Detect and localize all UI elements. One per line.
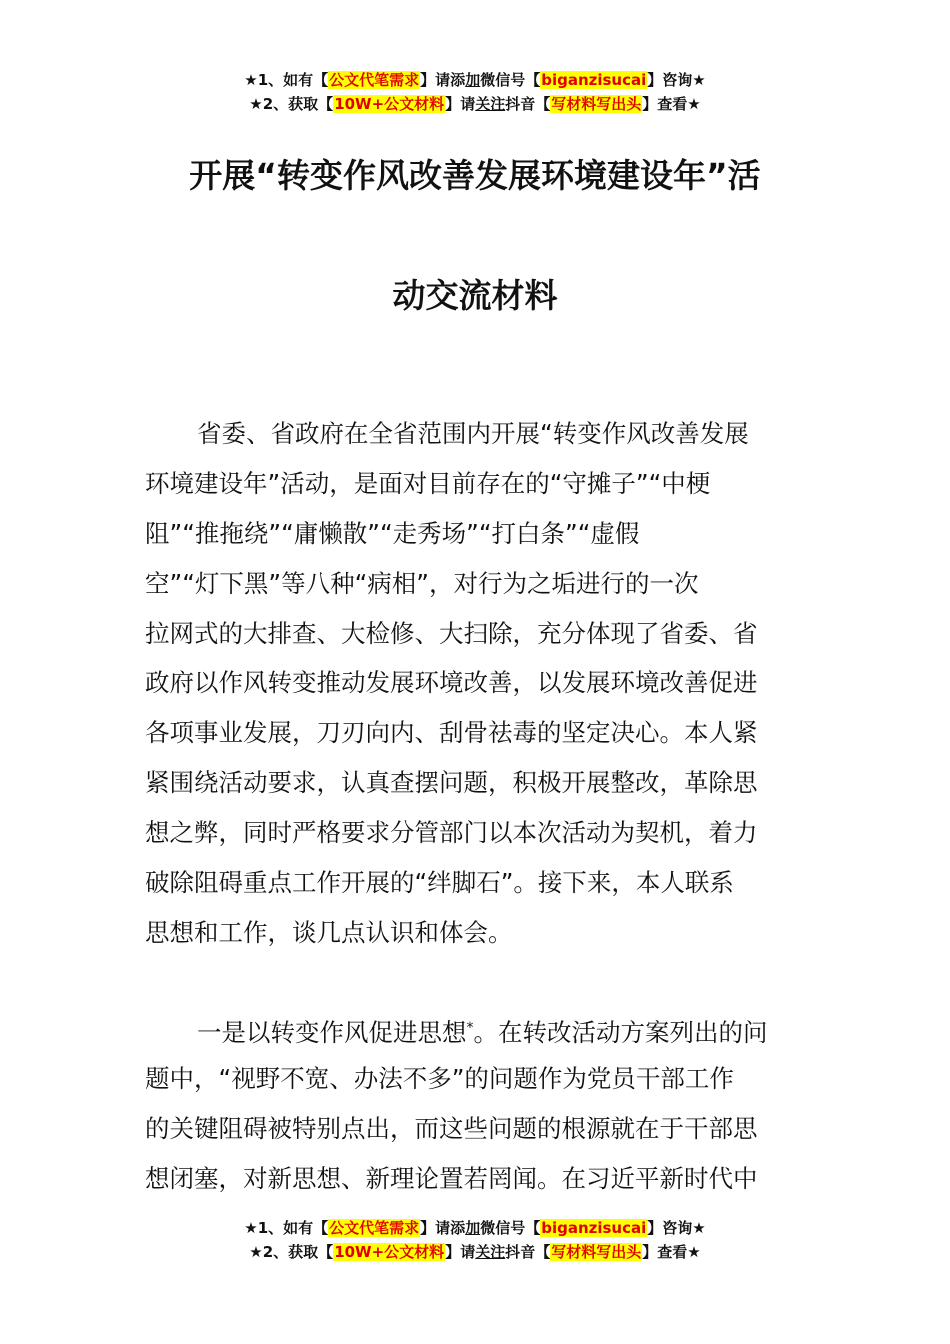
promo-text: ★2、获取【: [249, 1243, 334, 1261]
body-paragraph-1: [145, 409, 807, 958]
asterisk-mark: *: [466, 1020, 474, 1036]
promo-text: 】查看★: [642, 95, 701, 113]
document-title-line-2: 动交流材料: [392, 276, 558, 315]
promo-highlight-douyin: 写材料写出头: [551, 1243, 642, 1261]
promo-text: 】请添: [420, 71, 466, 89]
promo-text: 】请: [445, 95, 476, 113]
promo-highlight-service: 公文代笔需求: [329, 1219, 420, 1237]
promo-underlined-text: 关注: [475, 95, 506, 113]
paragraph-line: 破除阻碍重点工作开展的“绊脚石”。接下来，本人联系: [145, 868, 734, 898]
promo-highlight-wechat-id: biganzisucai: [541, 71, 647, 89]
paragraph-line: 紧围绕活动要求，认真查摆问题，积极开展整改，革除思: [145, 768, 758, 798]
promo-text: 】请: [445, 1243, 476, 1261]
paragraph-line: 省委、省政府在全省范围内开展“转变作风改善发展: [197, 419, 749, 448]
paragraph-line: 阻”“推拖绕”“庸懒散”“走秀场”“打白条”“虚假: [145, 518, 640, 548]
promo-highlight-materials: 10W+公文材料: [334, 95, 445, 113]
promo-text: ★1、如有【: [244, 71, 329, 89]
paragraph-line: 思想和工作，谈几点认识和体会。: [145, 917, 513, 947]
body-paragraph-2: [145, 1004, 807, 1204]
header-promo-banner: [0, 68, 950, 116]
paragraph-line: 想闭塞，对新思想、新理论置若罔闻。在习近平新时代中: [145, 1163, 758, 1193]
promo-text: 微信号【: [480, 71, 541, 89]
promo-highlight-wechat-id: biganzisucai: [541, 1219, 647, 1237]
paragraph-text: 。在转改活动方案列出的问: [473, 1018, 768, 1048]
promo-text: 抖音【: [505, 1243, 551, 1261]
paragraph-line: 拉网式的大排查、大检修、大扫除，充分体现了省委、省: [145, 618, 758, 648]
promo-text: ★1、如有【: [244, 1219, 329, 1237]
promo-text: ★2、获取【: [249, 95, 334, 113]
paragraph-line: 的关键阻碍被特别点出，而这些问题的根源就在于干部思: [145, 1113, 758, 1143]
promo-underlined-text: 加: [465, 71, 481, 89]
paragraph-line: 空”“灯下黑”等八种“病相”，对行为之垢进行的一次: [145, 568, 699, 598]
promo-text: 微信号【: [480, 1219, 541, 1237]
promo-highlight-materials: 10W+公文材料: [334, 1243, 445, 1261]
footer-promo-banner: [0, 1216, 950, 1264]
promo-text: 抖音【: [505, 95, 551, 113]
paragraph-line: 题中，“视野不宽、办法不多”的问题作为党员干部工作: [145, 1063, 734, 1093]
promo-text: 】咨询★: [647, 71, 706, 89]
promo-text: 】咨询★: [647, 1219, 706, 1237]
promo-line-1: [0, 68, 950, 92]
paragraph-line: 环境建设年”活动，是面对目前存在的“守摊子”“中梗: [145, 468, 711, 498]
promo-highlight-service: 公文代笔需求: [329, 71, 420, 89]
paragraph-line: 想之弊，同时严格要求分管部门以本次活动为契机，着力: [145, 818, 758, 848]
paragraph-line: 各项事业发展，刀刃向内、刮骨祛毒的坚定决心。本人紧: [145, 718, 758, 748]
promo-line-2: [0, 92, 950, 116]
promo-underlined-text: 关注: [475, 1243, 506, 1261]
document-title-line-1: 开展“转变作风改善发展环境建设年”活: [189, 156, 761, 195]
promo-highlight-douyin: 写材料写出头: [551, 95, 642, 113]
promo-underlined-text: 加: [465, 1219, 481, 1237]
paragraph-line: [145, 1004, 807, 1054]
promo-text: 】查看★: [642, 1243, 701, 1261]
promo-line-2: [0, 1240, 950, 1264]
paragraph-line: 政府以作风转变推动发展环境改善，以发展环境改善促进: [145, 668, 758, 698]
paragraph-heading-text: 一是以转变作风促进思想: [197, 1018, 467, 1048]
promo-text: 】请添: [420, 1219, 466, 1237]
promo-line-1: [0, 1216, 950, 1240]
